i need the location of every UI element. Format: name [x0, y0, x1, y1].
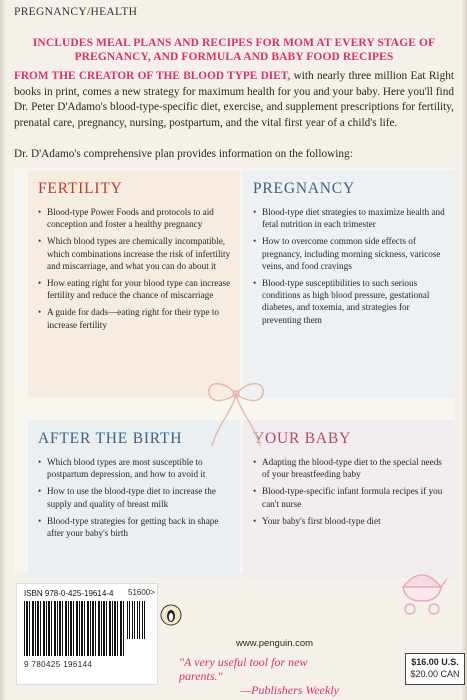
- summary-line: Dr. D'Adamo's comprehensive plan provides information on the following:: [14, 148, 353, 160]
- quote-attribution: —Publishers Weekly: [240, 683, 339, 697]
- section-title-after-the-birth: AFTER THE BIRTH: [38, 430, 183, 447]
- section-pregnancy: [243, 170, 455, 398]
- price-us: $16.00 U.S.: [411, 657, 459, 667]
- publisher-penguin-icon: [160, 604, 182, 626]
- list-item: • How eating right for your blood type can increase fertility and reduce the chance of miscarriage: [38, 277, 234, 301]
- quote-text: "A very useful tool for new parents.": [179, 655, 308, 683]
- list-item: • Adapting the blood-type diet to the special needs of your breastfeeding baby: [253, 456, 449, 480]
- list-item: • Your baby's first blood-type diet: [253, 515, 449, 527]
- barcode-bars: [24, 601, 124, 656]
- intro-body: with nearly three million Eat Right books in print, comes a new strategy for maximum health for you and your baby. Here you'll find Dr. Peter D'Adamo's blood-type-specific diet, exercise, and supplement prescriptions for fertility, prenatal care, pregnancy, nursing, postpartum, and the vital first year of a child's life.: [14, 70, 454, 129]
- headline: INCLUDES MEAL PLANS AND RECIPES FOR MOM AT EVERY STAGE OF PREGNANCY, AND FORMULA AND BABY FOOD RECIPES: [32, 37, 436, 63]
- list-item: • A guide for dads—eating right for their type to increase fertility: [38, 306, 234, 330]
- barcode-addon: 51600>: [128, 588, 155, 597]
- list-item: • Which blood types are most susceptible to postpartum depression, and how to avoid it: [38, 456, 234, 480]
- barcode-addon-bars: [127, 601, 147, 639]
- list-item: • Blood-type Power Foods and protocols to aid conception and foster a healthy pregnancy: [38, 206, 234, 230]
- section-fertility: [28, 170, 240, 398]
- section-title-fertility: FERTILITY: [38, 180, 123, 197]
- intro-lead: FROM THE CREATOR OF THE BLOOD TYPE DIET,: [14, 70, 291, 82]
- list-item: • Blood-type-specific infant formula recipes if you can't nurse: [253, 485, 449, 509]
- publisher-website: www.penguin.com: [236, 638, 314, 649]
- review-quote: [179, 655, 339, 697]
- list-item: • Blood-type susceptibilities to such serious conditions as high blood pressure, gestational diabetes, and toxemia, and strategies for preventing them: [253, 277, 449, 326]
- barcode: [16, 583, 158, 685]
- list-item: • Blood-type strategies for getting back in shape after your baby's birth: [38, 515, 234, 539]
- list-item: • How to use the blood-type diet to increase the supply and quality of breast milk: [38, 485, 234, 509]
- barcode-number: 9 780425 196144: [24, 660, 93, 669]
- section-title-your-baby: YOUR BABY: [253, 430, 352, 447]
- list-item: • How to overcome common side effects of pregnancy, including morning sickness, varicose veins, and food cravings: [253, 235, 449, 272]
- section-list-pregnancy: [253, 206, 449, 331]
- section-title-pregnancy: PREGNANCY: [253, 180, 355, 197]
- isbn-label: ISBN 978-0-425-19614-4: [24, 589, 114, 598]
- spine-shadow-left: [0, 0, 6, 700]
- baby-carriage-icon: [395, 565, 449, 619]
- section-list-after-the-birth: [38, 456, 234, 544]
- price-box: [405, 653, 465, 685]
- list-item: • Which blood types are chemically incompatible, which combinations increase the risk of infertility and miscarriage, and what you can do about it: [38, 235, 234, 272]
- list-item: • Blood-type diet strategies to maximize health and fetal nutrition in each trimester: [253, 206, 449, 230]
- section-list-fertility: [38, 206, 234, 336]
- price-can: $20.00 CAN: [410, 669, 460, 679]
- section-list-your-baby: [253, 456, 449, 532]
- ribbon-bow-icon: [196, 368, 276, 450]
- spine-shadow-right: [461, 0, 467, 700]
- category-label: PREGNANCY/HEALTH: [14, 6, 138, 18]
- intro-paragraph: [14, 69, 454, 131]
